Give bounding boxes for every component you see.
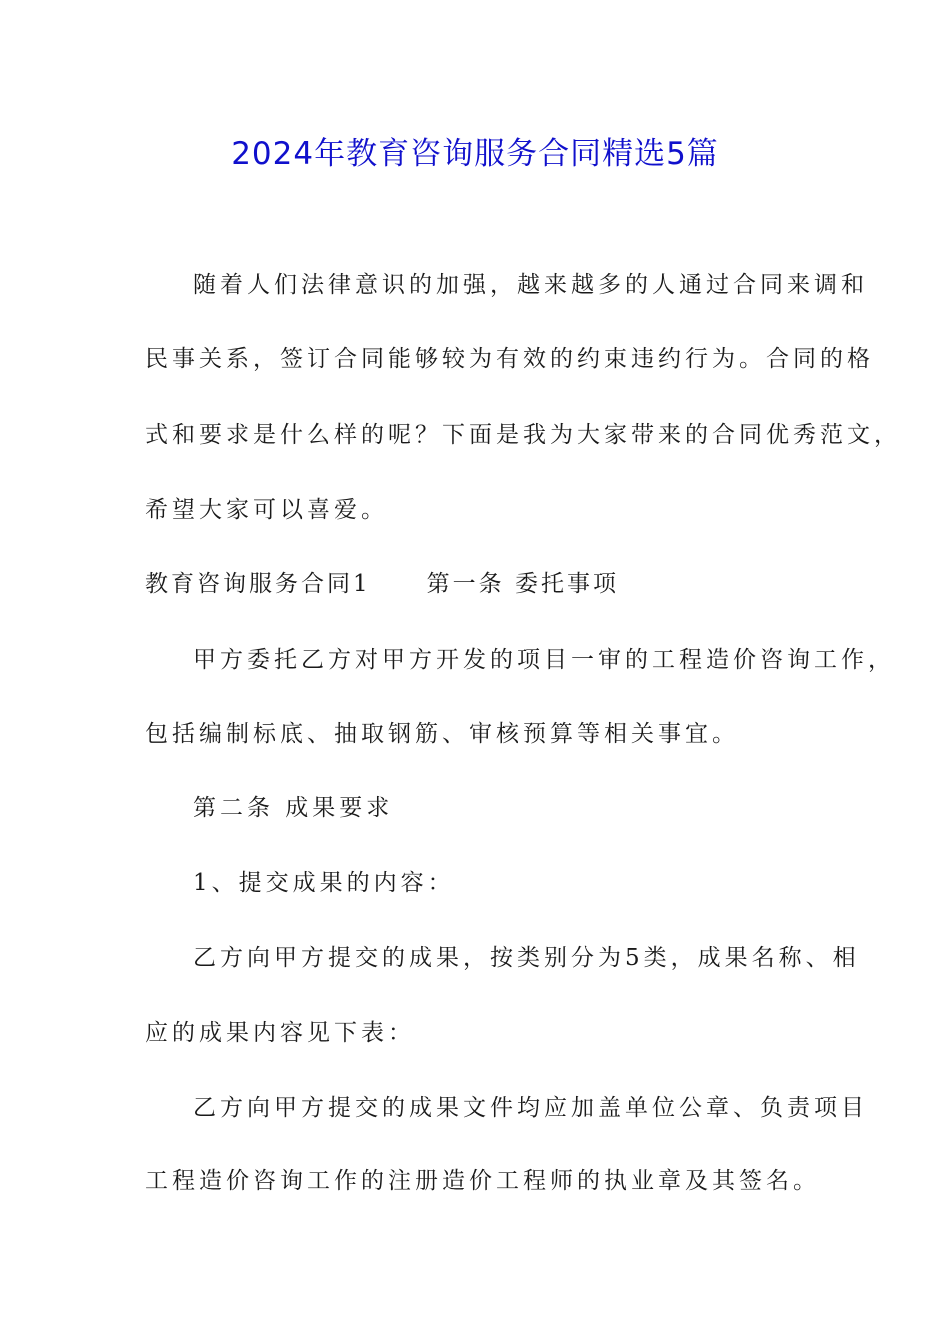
intro-line-1: 随着人们法律意识的加强，越来越多的人通过合同来调和 <box>193 272 868 298</box>
intro-line-4: 希望大家可以喜爱。 <box>145 497 388 523</box>
intro-line-2: 民事关系，签订合同能够较为有效的约束违约行为。合同的格 <box>145 346 874 372</box>
item-1-heading: 1、提交成果的内容： <box>193 870 455 896</box>
section-heading: 教育咨询服务合同1 <box>145 571 371 597</box>
paragraph-1-line-1: 乙方向甲方提交的成果，按类别分为5类，成果名称、相 <box>193 945 860 971</box>
article-1-heading: 第一条 委托事项 <box>426 571 619 597</box>
article-1-line-2: 包括编制标底、抽取钢筋、审核预算等相关事宜。 <box>145 721 739 747</box>
paragraph-2-line-1: 乙方向甲方提交的成果文件均应加盖单位公章、负责项目 <box>193 1095 868 1121</box>
intro-line-3: 式和要求是什么样的呢？下面是我为大家带来的合同优秀范文， <box>145 422 901 448</box>
section-heading-row <box>145 569 619 599</box>
article-2-heading: 第二条 成果要求 <box>193 795 394 821</box>
document-title: 2024年教育咨询服务合同精选5篇 <box>231 136 719 172</box>
paragraph-2-line-2: 工程造价咨询工作的注册造价工程师的执业章及其签名。 <box>145 1168 820 1194</box>
paragraph-1-line-2: 应的成果内容见下表： <box>145 1020 415 1046</box>
article-1-line-1: 甲方委托乙方对甲方开发的项目一审的工程造价咨询工作， <box>193 647 895 673</box>
